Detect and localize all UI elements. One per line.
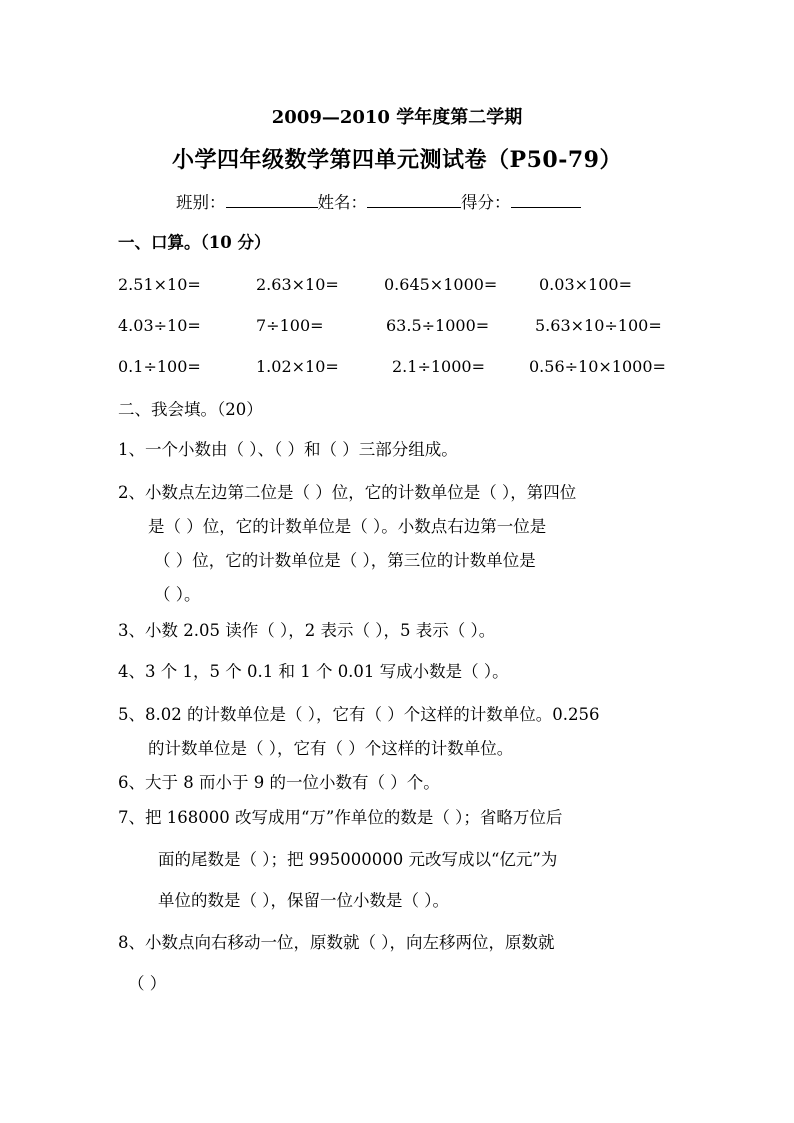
calc-item: 2.63×10= (256, 275, 339, 294)
exam-title: 小学四年级数学第四单元测试卷（P50-79） (172, 147, 622, 173)
question-6: 6、大于 8 而小于 9 的一位小数有（ ）个。 (118, 773, 440, 792)
calc-item: 1.02×10= (256, 357, 339, 376)
question-8-line-1: 8、小数点向右移动一位，原数就（ ），向左移两位，原数就 (118, 933, 555, 952)
question-8-line-2: （ ） (128, 974, 167, 993)
question-3: 3、小数 2.05 读作（ ），2 表示（ ），5 表示（ ）。 (118, 621, 496, 640)
calc-item: 2.51×10= (118, 275, 201, 294)
question-7-line-3: 单位的数是（ ），保留一位小数是（ ）。 (158, 891, 449, 910)
question-2-line-2: 是（ ）位，它的计数单位是（ ）。小数点右边第一位是 (148, 517, 547, 536)
question-2-line-3: （ ）位，它的计数单位是（ ），第三位的计数单位是 (154, 551, 536, 570)
calc-item: 7÷100= (256, 316, 324, 335)
question-1: 1、一个小数由（ ）、（ ）和（ ）三部分组成。 (118, 440, 458, 459)
question-4: 4、3 个 1，5 个 0.1 和 1 个 0.01 写成小数是（ ）。 (118, 662, 509, 681)
question-7-line-1: 7、把 168000 改写成用“万”作单位的数是（ ）；省略万位后 (118, 808, 563, 827)
question-5-line-2: 的计数单位是（ ），它有（ ）个这样的计数单位。 (148, 739, 514, 758)
calc-item: 2.1÷1000= (392, 357, 485, 376)
question-2-line-1: 2、小数点左边第二位是（ ）位，它的计数单位是（ ），第四位 (118, 483, 577, 502)
section1-heading: 一、口算。（10 分） (118, 233, 271, 252)
calc-item: 5.63×10÷100= (535, 316, 662, 335)
score-blank[interactable] (511, 191, 581, 208)
calc-item: 4.03÷10= (118, 316, 201, 335)
calc-item: 63.5÷1000= (386, 316, 490, 335)
student-info-row (176, 191, 581, 214)
calc-item: 0.03×100= (539, 275, 632, 294)
score-label: 得分： (461, 193, 511, 212)
class-label: 班别： (176, 193, 226, 212)
class-blank[interactable] (226, 191, 318, 208)
name-blank[interactable] (367, 191, 461, 208)
question-7-line-2: 面的尾数是（ ）；把 995000000 元改写成以“亿元”为 (158, 850, 558, 869)
calc-item: 0.1÷100= (118, 357, 201, 376)
calc-item: 0.645×1000= (384, 275, 498, 294)
calc-item: 0.56÷10×1000= (529, 357, 666, 376)
question-2-line-4: （ ）。 (154, 585, 201, 604)
section2-heading: 二、我会填。（20） (118, 400, 263, 419)
term-heading: 2009—2010 学年度第二学期 (271, 107, 523, 128)
question-5-line-1: 5、8.02 的计数单位是（ ），它有（ ）个这样的计数单位。0.256 (118, 705, 600, 724)
name-label: 姓名： (317, 193, 367, 212)
